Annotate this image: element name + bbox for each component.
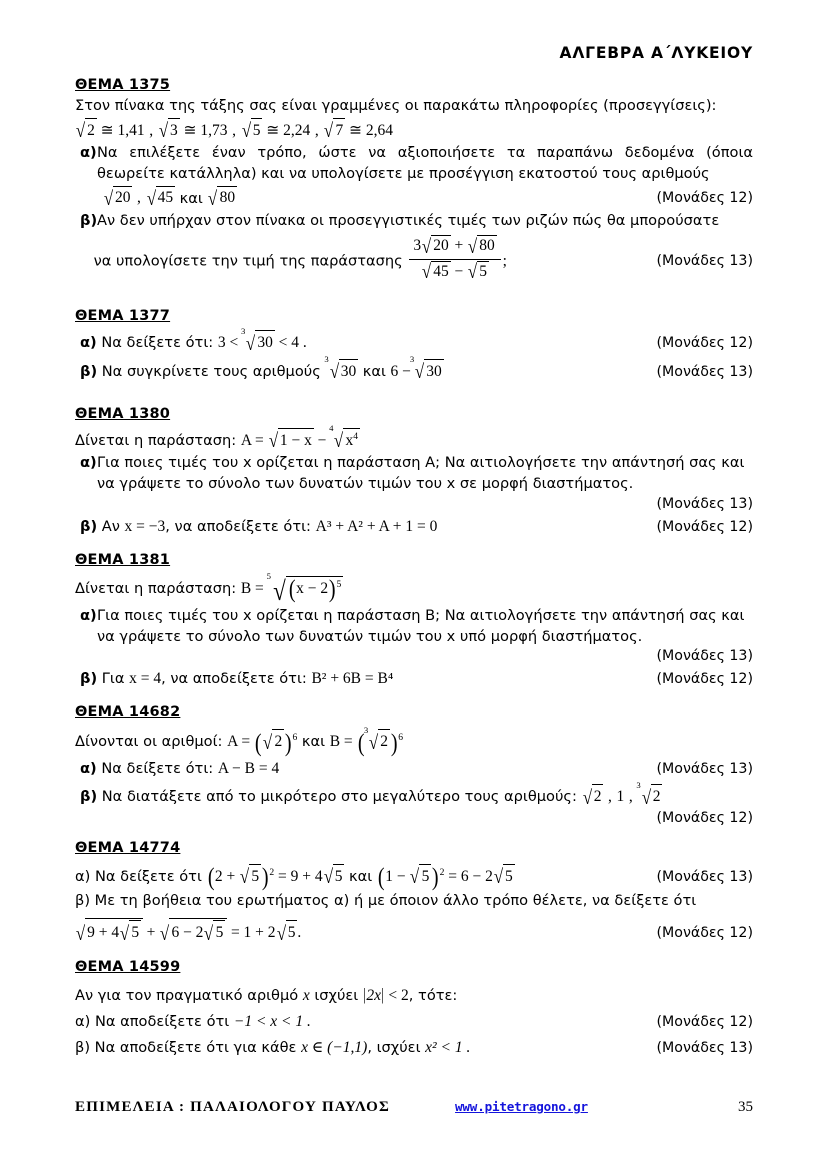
marks-1380-alpha: (Μονάδες 13) bbox=[656, 495, 753, 512]
condition-1380: x = −3 bbox=[124, 517, 166, 535]
footer-link-container bbox=[390, 1096, 713, 1115]
page-title: ΑΛΓΕΒΡΑ Α΄ΛΥΚΕΙΟΥ bbox=[559, 44, 753, 62]
question-1377-alpha-text: Να δείξετε ότι: bbox=[101, 334, 214, 352]
intro-14599 bbox=[75, 983, 753, 1008]
marks-1380-beta: (Μονάδες 12) bbox=[656, 518, 753, 535]
label-beta: β) bbox=[80, 670, 98, 688]
intro-14682 bbox=[75, 724, 753, 757]
label-beta: β) bbox=[80, 788, 98, 806]
question-1375-beta bbox=[75, 211, 753, 232]
marks-14682-alpha: (Μονάδες 13) bbox=[656, 761, 753, 778]
beta-expression-1375 bbox=[75, 235, 507, 286]
label-alpha: α) bbox=[75, 867, 91, 885]
math-1377-alpha: 3 < 3 √ 30 < 4 . bbox=[217, 325, 307, 355]
section-thema-1377 bbox=[75, 305, 753, 383]
question-14599-beta-mid: , ισχύει bbox=[367, 1039, 421, 1057]
approx-sqrt7: √ 7 ≅ 2,64 bbox=[323, 118, 393, 142]
label-beta: β) bbox=[80, 517, 98, 535]
question-1380-beta bbox=[75, 516, 753, 538]
intro-14599-post: , τότε: bbox=[408, 986, 458, 1004]
footer-author: ΕΠΙΜΕΛΕΙΑ : ΠΑΛΑΙΟΛΟΓΟΥ ΠΑΥΛΟΣ bbox=[75, 1099, 390, 1115]
math-14682-alpha: A − B = 4 bbox=[217, 760, 280, 778]
values-row-1375 bbox=[75, 186, 753, 210]
approx-sqrt3: √ 3 ≅ 1,73 bbox=[158, 118, 228, 142]
label-beta: β) bbox=[80, 362, 98, 380]
marks-14774-beta: (Μονάδες 12) bbox=[656, 925, 753, 942]
marks-14682-beta: (Μονάδες 12) bbox=[656, 809, 753, 826]
label-beta: β) bbox=[75, 1039, 91, 1057]
question-1375-alpha bbox=[75, 143, 753, 184]
section-title-14682: ΘΕΜΑ 14682 bbox=[75, 704, 181, 721]
section-thema-14599 bbox=[75, 956, 753, 1060]
condition-1381: x = 4 bbox=[129, 670, 162, 688]
conjunction-kai: και bbox=[179, 189, 203, 207]
approx-sqrt2: √ 2 ≅ 1,41 bbox=[75, 118, 145, 142]
intro-14599-pre: Αν για τον πραγματικό αριθμό bbox=[75, 986, 299, 1004]
math-1381-beta: B² + 6B = B⁴ bbox=[311, 670, 394, 688]
math-1377-beta-first: 3 √ 30 bbox=[324, 353, 357, 384]
question-1380-alpha bbox=[75, 453, 753, 494]
label-alpha: α) bbox=[80, 144, 97, 162]
question-14599-beta bbox=[75, 1037, 753, 1059]
question-14599-beta-text: Να αποδείξετε ότι για κάθε bbox=[94, 1039, 297, 1057]
question-1377-beta-text: Να συγκρίνετε τους αριθμούς bbox=[101, 362, 321, 380]
question-14774-alpha bbox=[75, 864, 753, 892]
section-title-1377: ΘΕΜΑ 1377 bbox=[75, 308, 171, 325]
approx-sep-1: , bbox=[149, 121, 154, 139]
math-14599-beta-set: x ∈ (−1,1) bbox=[301, 1039, 368, 1057]
section-thema-1375 bbox=[75, 74, 753, 285]
sqrt-80: √ 80 bbox=[207, 186, 237, 210]
alpha-values-1375: √ 20 , √ 45 και √ 80 bbox=[75, 186, 237, 210]
math-1377-beta-second: 6 − 3 √ 30 bbox=[390, 353, 442, 384]
math-14774-alpha-2: (1 − √ 5 )$^2$ = 6 − 2√ 5 bbox=[377, 864, 513, 892]
label-alpha: α) bbox=[80, 760, 97, 778]
page-content bbox=[75, 44, 753, 1061]
section-thema-1381 bbox=[75, 549, 753, 691]
question-1381-alpha bbox=[75, 606, 753, 647]
fraction-row-1375 bbox=[75, 235, 753, 286]
question-14774-beta bbox=[75, 891, 753, 912]
intro-14599-mid: ισχύει bbox=[314, 986, 359, 1004]
question-1375-beta-text: Αν δεν υπήρχαν στον πίνακα οι προσεγγιστικές τιμές των ριζών πώς θα μπορούσατε bbox=[97, 211, 720, 229]
page-footer bbox=[75, 1096, 753, 1116]
label-beta: β) bbox=[75, 891, 91, 909]
question-1381-beta bbox=[75, 668, 753, 690]
marks-14774-alpha: (Μονάδες 13) bbox=[656, 868, 753, 885]
approx-sep-3: , bbox=[314, 121, 319, 139]
math-expression-B-14682: B = ( 3 √ 2 )$^6$ bbox=[329, 724, 404, 757]
question-1380-alpha-text: Για ποιες τιμές του x ορίζεται η παράσταση A; Να αιτιολογήσετε την απάντησή σας και να γράψετε το σύνολο των δυνατών τιμών του x σε μορφή διαστήματος. bbox=[97, 454, 745, 492]
label-alpha: α) bbox=[80, 606, 97, 624]
intro-1380 bbox=[75, 423, 753, 453]
question-14774-beta-text: Με τη βοήθεια του ερωτήματος α) ή με όποιον άλλο τρόπο θέλετε, να δείξετε ότι bbox=[94, 891, 697, 909]
label-alpha: α) bbox=[80, 454, 97, 472]
approx-sep-2: , bbox=[232, 121, 236, 139]
question-1375-alpha-text: Να επιλέξετε έναν τρόπο, ώστε να αξιοποιήσετε τα παραπάνω δεδομένα (όποια θεωρείτε κατάλληλα) και να υπολογίσετε με προσέγγιση εκατοστού τους αριθμούς bbox=[97, 144, 753, 182]
section-thema-14774 bbox=[75, 837, 753, 945]
question-14682-alpha bbox=[75, 758, 753, 780]
intro-label-1381: Δίνεται η παράσταση: bbox=[75, 579, 237, 597]
intro-1381 bbox=[75, 571, 753, 606]
label-alpha: α) bbox=[75, 1013, 91, 1031]
section-title-1380: ΘΕΜΑ 1380 bbox=[75, 405, 171, 422]
question-1377-alpha bbox=[75, 325, 753, 355]
section-thema-1380 bbox=[75, 403, 753, 538]
conjunction-kai: και bbox=[301, 733, 326, 751]
question-1377-beta bbox=[75, 353, 753, 384]
question-1380-beta-mid: , να αποδείξετε ότι: bbox=[165, 517, 311, 535]
section-title-1381: ΘΕΜΑ 1381 bbox=[75, 551, 171, 568]
intro-label-14682: Δίνονται οι αριθμοί: bbox=[75, 733, 223, 751]
fraction-numerator: 3√ 20 + √ 80 bbox=[413, 235, 495, 258]
question-1381-alpha-text: Για ποιες τιμές του x ορίζεται η παράσταση B; Να αιτιολογήσετε την απάντησή σας και να γράψετε το σύνολο των δυνατών τιμών του x υπό μορφή διαστήματος. bbox=[97, 606, 745, 645]
approx-sqrt5: √ 5 ≅ 2,24 bbox=[241, 118, 311, 142]
sqrt-20: √ 20 bbox=[103, 186, 133, 210]
question-14599-alpha-text: Να αποδείξετε ότι bbox=[94, 1013, 230, 1031]
marks-1375-alpha: (Μονάδες 12) bbox=[656, 190, 753, 207]
math-14599-beta-end: x² < 1 . bbox=[425, 1039, 471, 1057]
math-14774-alpha-1: (2 + √ 5 )$^2$ = 9 + 4√ 5 bbox=[207, 864, 343, 892]
question-1381-beta-pre: Για bbox=[101, 670, 125, 688]
marks-14599-beta: (Μονάδες 13) bbox=[656, 1040, 753, 1057]
approx-values-row bbox=[75, 118, 753, 142]
question-14682-beta-text: Να διατάξετε από το μικρότερο στο μεγαλύτερο τους αριθμούς: bbox=[101, 788, 577, 806]
page-number: 35 bbox=[738, 1099, 753, 1115]
question-14682-alpha-text: Να δείξετε ότι: bbox=[101, 760, 214, 778]
fraction-expression bbox=[407, 235, 507, 286]
marks-1377-alpha: (Μονάδες 12) bbox=[656, 335, 753, 352]
intro-text-1375: Στον πίνακα της τάξης σας είναι γραμμένες οι παρακάτω πληροφορίες (προσεγγίσεις): bbox=[75, 97, 717, 114]
math-14682-beta-first: √ 2 bbox=[582, 784, 604, 808]
math-14774-beta: √ 9 + 4√ 5 + √ 6 − 2√ 5 = 1 + 2√ 5 . bbox=[75, 918, 301, 944]
section-title-14599: ΘΕΜΑ 14599 bbox=[75, 958, 181, 975]
marks-1375-beta: (Μονάδες 13) bbox=[656, 253, 753, 270]
math-14682-beta-third: 3 √ 2 bbox=[636, 779, 661, 809]
fraction-denominator: √ 45 − √ 5 bbox=[409, 259, 500, 283]
label-alpha: α) bbox=[80, 334, 97, 352]
variable-x: x bbox=[302, 986, 310, 1004]
question-14774-alpha-text: Να δείξετε ότι bbox=[94, 867, 202, 885]
question-1380-beta-pre: Αν bbox=[101, 517, 120, 535]
label-beta: β) bbox=[80, 211, 98, 229]
sqrt-45: √ 45 bbox=[146, 186, 176, 210]
math-1380-beta: A³ + A² + A + 1 = 0 bbox=[315, 517, 438, 535]
section-title-14774: ΘΕΜΑ 14774 bbox=[75, 839, 181, 856]
question-mark-greek: ; bbox=[502, 251, 507, 269]
conjunction-kai: και bbox=[362, 362, 386, 380]
math-14682-beta-one: 1 bbox=[616, 788, 625, 806]
intro-label-1380: Δίνεται η παράσταση: bbox=[75, 431, 237, 449]
marks-1381-beta: (Μονάδες 12) bbox=[656, 671, 753, 688]
math-abs-inequality: |2x| < 2 bbox=[363, 984, 409, 1004]
math-expression-A-14682: A = (√ 2 )$^6$ bbox=[227, 729, 298, 757]
conjunction-kai: και bbox=[349, 867, 373, 885]
marks-1377-beta: (Μονάδες 13) bbox=[656, 363, 753, 380]
marks-14599-alpha: (Μονάδες 12) bbox=[656, 1014, 753, 1031]
question-14599-alpha bbox=[75, 1011, 753, 1033]
section-title-1375: ΘΕΜΑ 1375 bbox=[75, 77, 171, 93]
question-1381-beta-mid: , να αποδείξετε ότι: bbox=[161, 670, 307, 688]
section-thema-14682 bbox=[75, 701, 753, 825]
question-14682-beta: β) Να διατάξετε από το μικρότερο στο μεγαλύτερο τους αριθμούς: √ 2 , 1 , 3 √ 2 bbox=[75, 784, 753, 808]
math-expression-A: A = √ 1 − x − 4 √ $x^4$ bbox=[240, 423, 359, 453]
website-link[interactable]: www.pitetragono.gr bbox=[455, 1099, 588, 1114]
marks-1381-alpha: (Μονάδες 13) bbox=[656, 648, 753, 665]
math-row-14774-beta bbox=[75, 918, 753, 944]
math-14599-alpha: −1 < x < 1 . bbox=[233, 1013, 311, 1031]
beta-lead-text-1375: να υπολογίσετε την τιμή της παράστασης bbox=[93, 251, 403, 269]
math-expression-B: B = 5 √ $(x - 2)^5$ bbox=[240, 571, 342, 606]
